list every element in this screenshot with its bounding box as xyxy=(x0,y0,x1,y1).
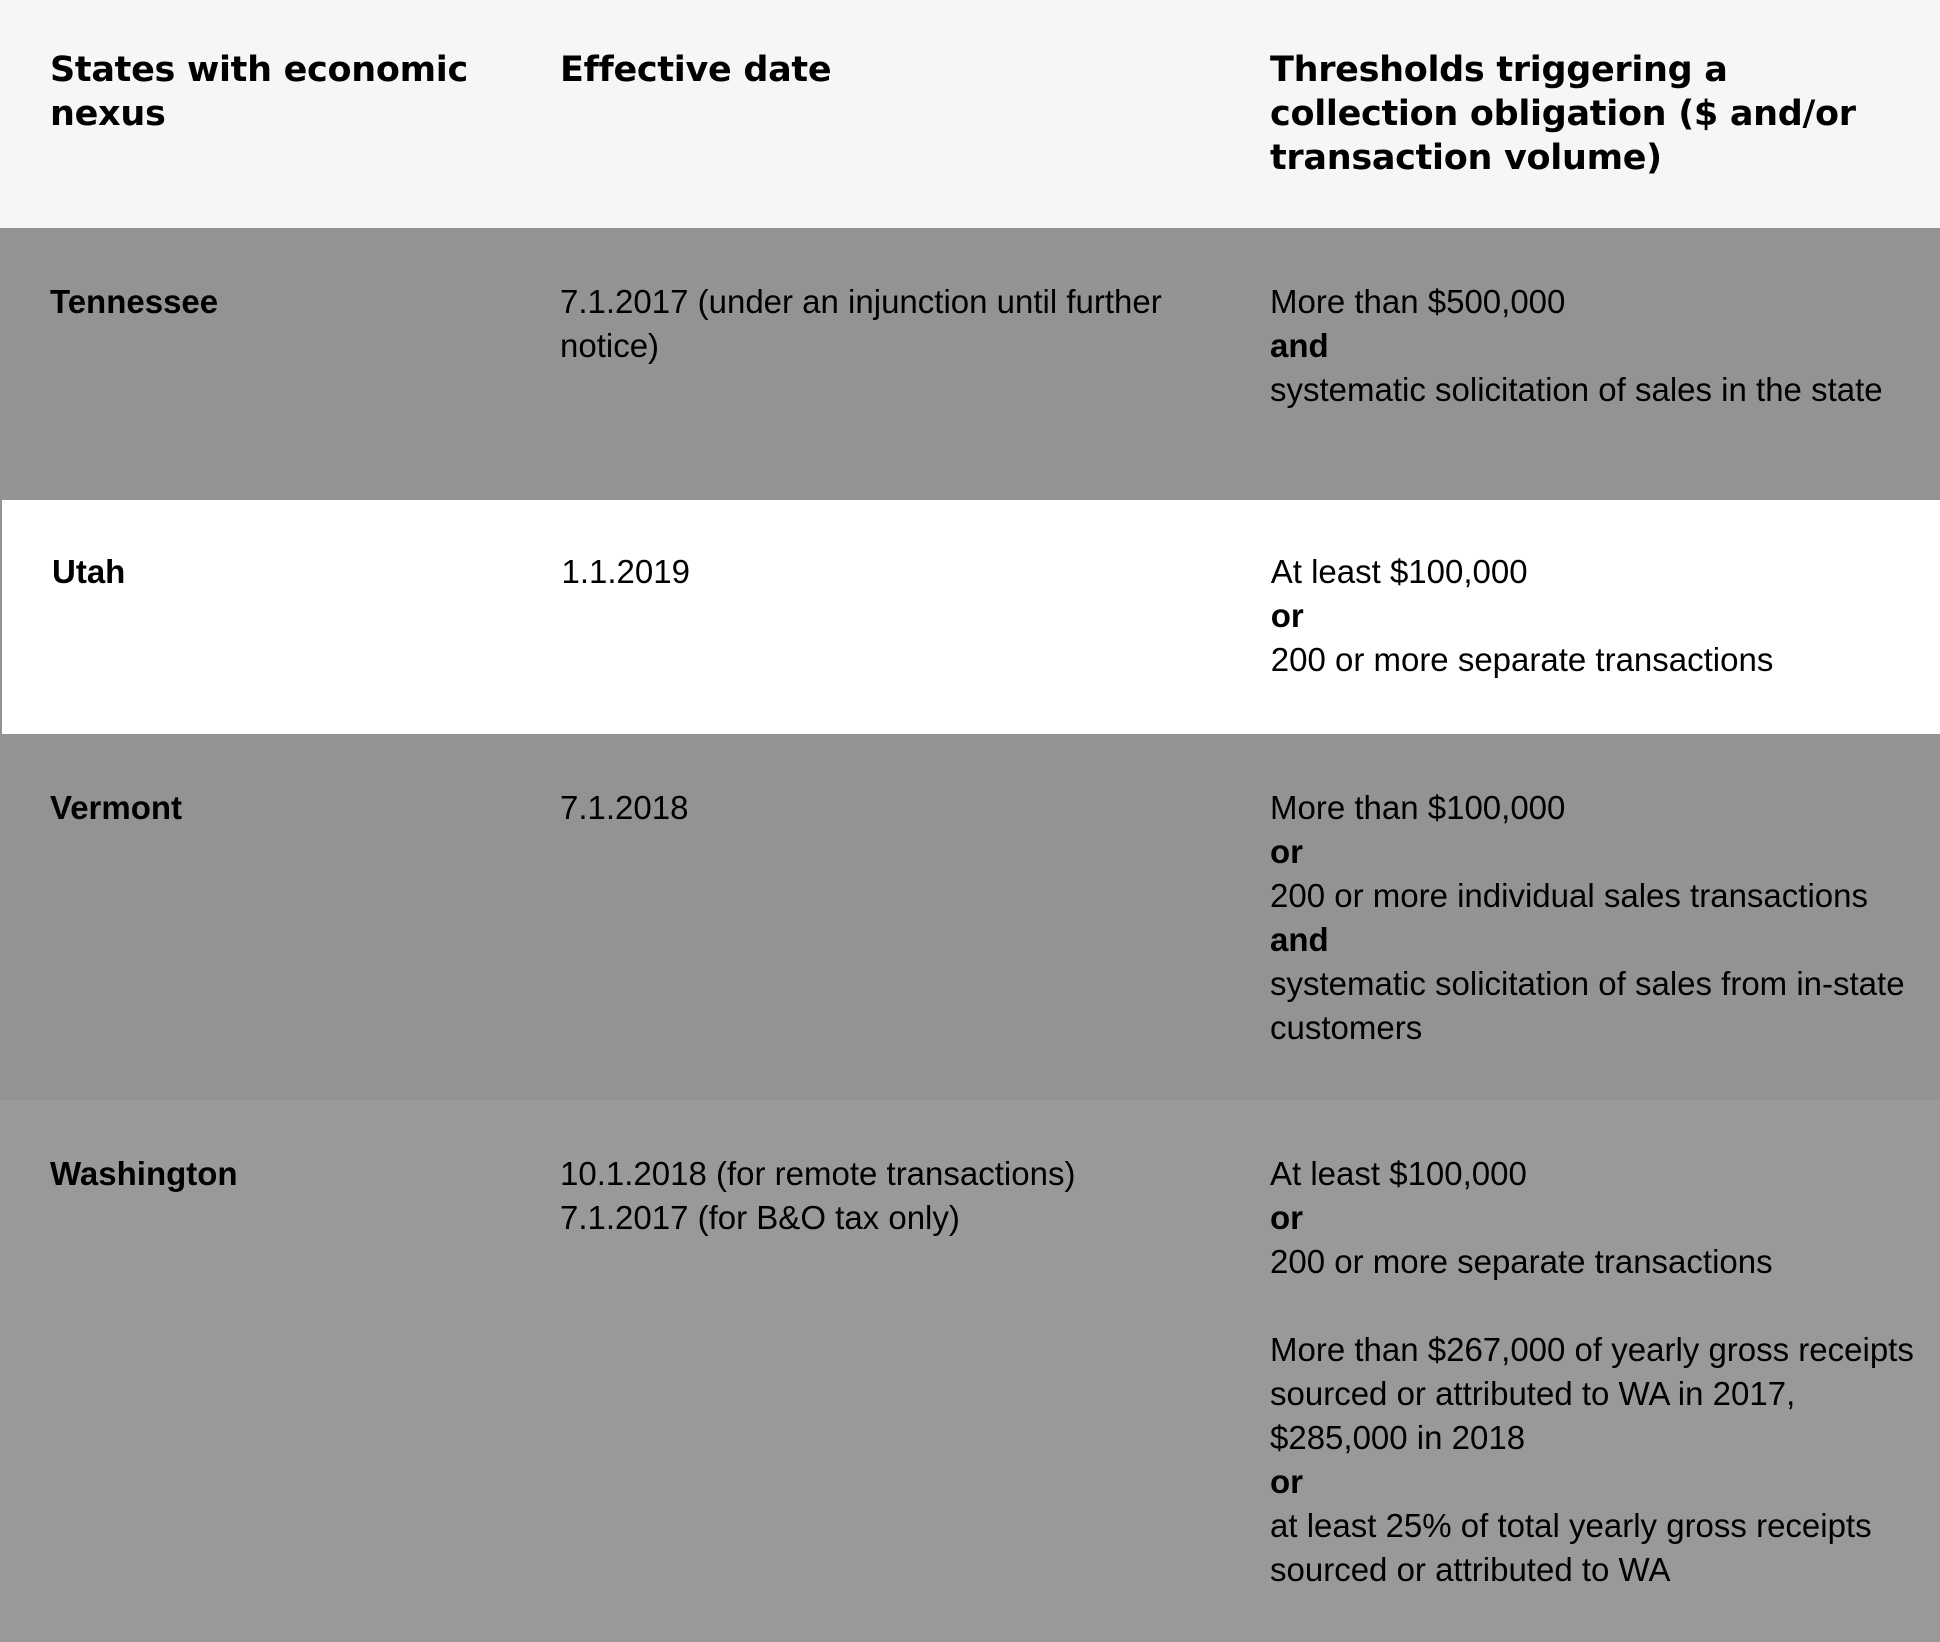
threshold-text: 200 or more individual sales transactions xyxy=(1270,877,1868,914)
state-name: Vermont xyxy=(50,789,183,826)
table-row xyxy=(0,734,1940,1100)
effective-date xyxy=(510,1152,1220,1642)
state-name: Utah xyxy=(52,553,126,590)
threshold-conjunction: and xyxy=(1270,921,1329,958)
threshold-text: 200 or more separate transactions xyxy=(1270,1243,1773,1280)
threshold xyxy=(1220,1152,1940,1642)
table-header xyxy=(0,0,1940,228)
threshold xyxy=(1221,550,1940,734)
threshold-text: systematic solicitation of sales from in-state customers xyxy=(1270,965,1905,1046)
date-line: 7.1.2018 xyxy=(560,789,689,826)
threshold-conjunction: and xyxy=(1270,327,1329,364)
paragraph-gap xyxy=(1270,1284,1920,1328)
header-thresholds: Thresholds triggering a collection obligation ($ and/or transaction volume) xyxy=(1270,50,1856,178)
threshold-text: More than $500,000 xyxy=(1270,283,1566,320)
date-line: 7.1.2017 (for B&O tax only) xyxy=(560,1199,960,1236)
threshold-text: systematic solicitation of sales in the state xyxy=(1270,371,1883,408)
header-states: States with economic nexus xyxy=(50,50,468,134)
threshold-conjunction: or xyxy=(1270,833,1303,870)
threshold-text: 200 or more separate transactions xyxy=(1270,641,1774,678)
threshold-text: At least $100,000 xyxy=(1270,553,1528,590)
threshold-text: At least $100,000 xyxy=(1270,1155,1527,1192)
date-line: 7.1.2017 (under an injunction until further notice) xyxy=(560,283,1162,364)
threshold-text: More than $267,000 of yearly gross receipts sourced or attributed to WA in 2017, $285,000 in 2018 xyxy=(1270,1331,1914,1456)
threshold xyxy=(1220,280,1940,500)
state-name: Tennessee xyxy=(50,283,219,320)
date-line: 10.1.2018 (for remote transactions) xyxy=(560,1155,1076,1192)
threshold-conjunction: or xyxy=(1270,1463,1303,1500)
effective-date xyxy=(510,280,1220,500)
threshold xyxy=(1220,786,1940,1100)
threshold-text: More than $100,000 xyxy=(1270,789,1566,826)
table-row xyxy=(0,1100,1940,1642)
threshold-text: at least 25% of total yearly gross receipts sourced or attributed to WA xyxy=(1270,1507,1872,1588)
effective-date xyxy=(511,550,1220,734)
table-row xyxy=(0,228,1940,500)
state-name: Washington xyxy=(50,1155,238,1192)
date-line: 1.1.2019 xyxy=(561,553,690,590)
header-effective-date: Effective date xyxy=(560,50,832,90)
threshold-conjunction: or xyxy=(1270,1199,1303,1236)
threshold-conjunction: or xyxy=(1270,597,1304,634)
table-row xyxy=(0,500,1940,734)
effective-date xyxy=(510,786,1220,1100)
